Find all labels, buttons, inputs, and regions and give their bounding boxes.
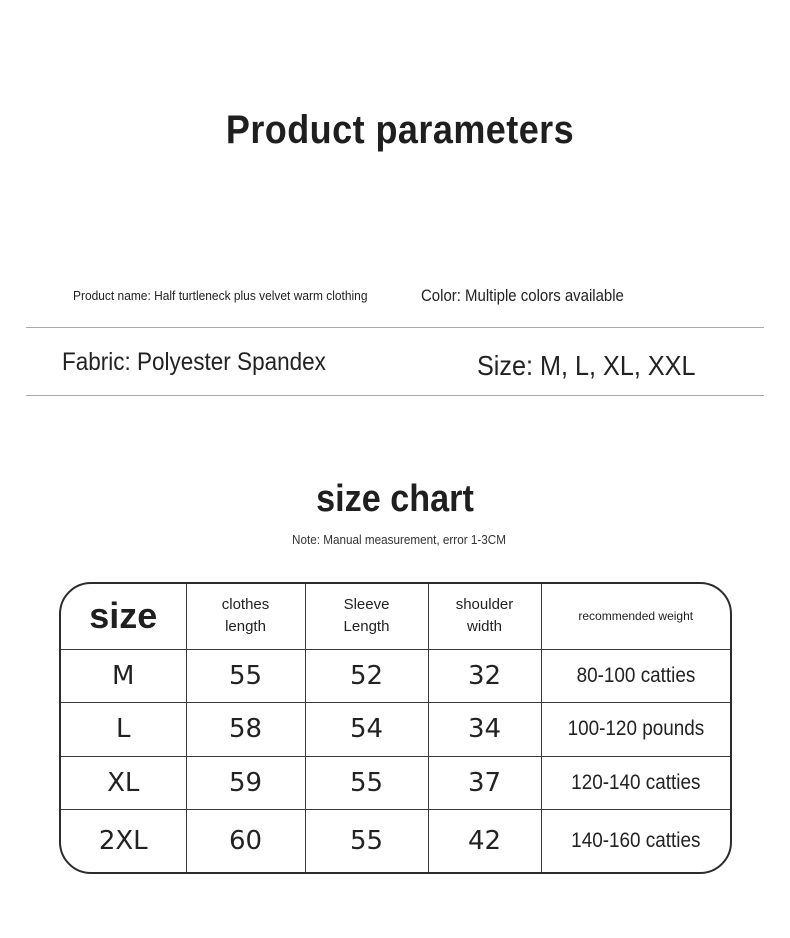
header-clothes-length: clothes length [186,584,305,649]
cell-weight: 100-120 pounds [541,702,730,756]
table-row [61,702,730,756]
cell-size: XL [61,756,186,809]
header-sleeve-length: Sleeve Length [305,584,428,649]
size-chart-title: size chart [316,478,474,520]
size-text: Size: M, L, XL, XXL [477,350,696,381]
measurement-note: Note: Manual measurement, error 1-3CM [292,532,506,547]
cell-sleeve: 54 [305,702,428,756]
header-recommended-weight: recommended weight [541,584,730,649]
size-chart-table [59,582,732,874]
product-name-text: Product name: Half turtleneck plus velvet warm clothing [73,288,368,303]
color-text: Color: Multiple colors available [421,286,624,305]
cell-weight: 120-140 catties [541,756,730,809]
cell-length: 58 [186,702,305,756]
cell-length: 59 [186,756,305,809]
cell-shoulder: 37 [428,756,541,809]
fabric-text: Fabric: Polyester Spandex [62,348,326,376]
divider [26,327,764,328]
table-row [61,649,730,702]
cell-size: M [61,649,186,702]
cell-weight: 80-100 catties [541,649,730,702]
table-row [61,809,730,872]
cell-weight: 140-160 catties [541,809,730,872]
cell-length: 55 [186,649,305,702]
table-header-row [61,584,730,649]
cell-shoulder: 32 [428,649,541,702]
header-shoulder-width: shoulder width [428,584,541,649]
cell-sleeve: 55 [305,756,428,809]
cell-shoulder: 34 [428,702,541,756]
cell-size: 2XL [61,809,186,872]
cell-length: 60 [186,809,305,872]
cell-size: L [61,702,186,756]
cell-shoulder: 42 [428,809,541,872]
cell-sleeve: 52 [305,649,428,702]
header-size: size [61,584,186,649]
table-row [61,756,730,809]
cell-sleeve: 55 [305,809,428,872]
divider [26,395,764,396]
page-title: Product parameters [225,108,575,152]
